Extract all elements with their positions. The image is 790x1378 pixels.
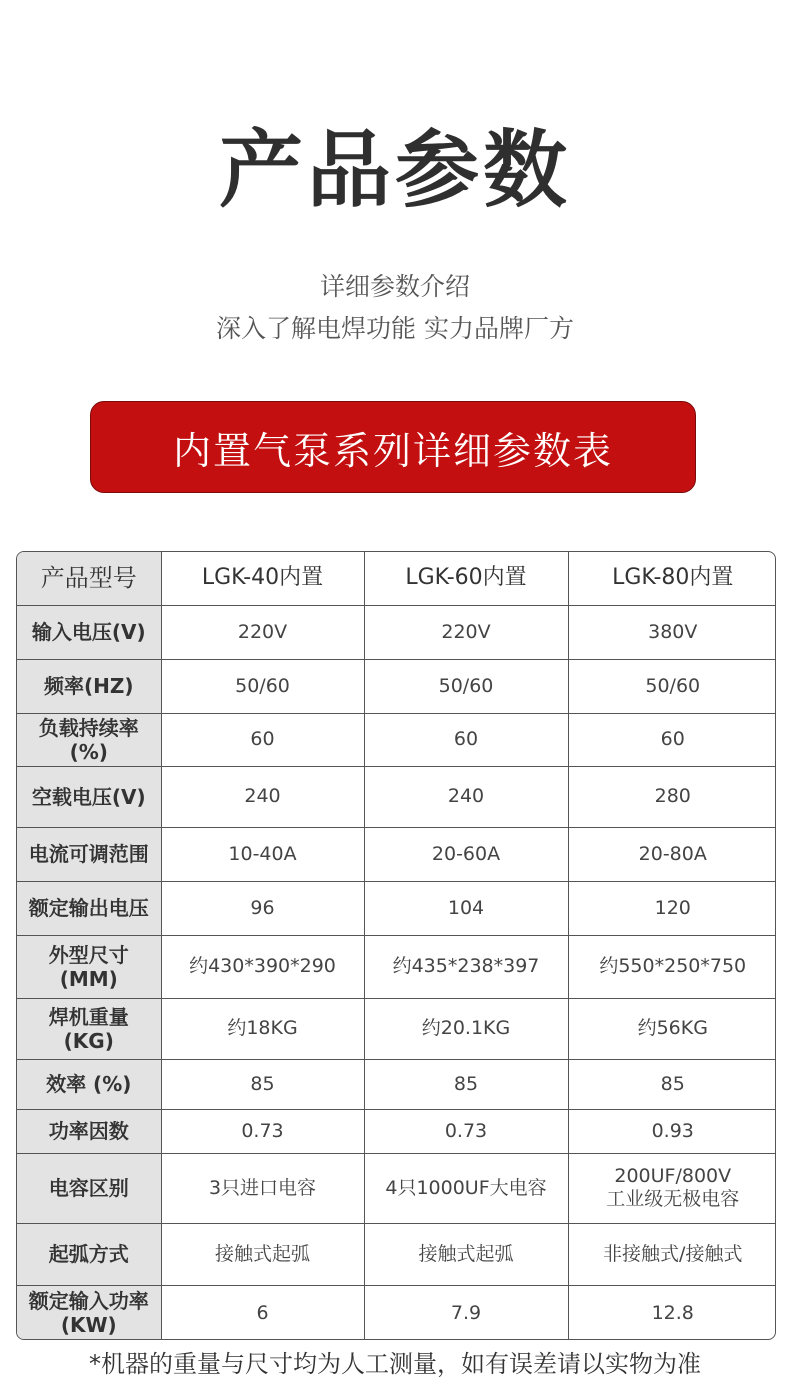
column-header-label: 产品型号 xyxy=(17,552,161,605)
column-header-model: LGK-80内置 xyxy=(568,552,776,605)
row-label: 电流可调范围 xyxy=(17,827,161,881)
table-cell: 60 xyxy=(364,713,568,766)
table-cell: 12.8 xyxy=(568,1285,776,1340)
row-label: 效率 (%) xyxy=(17,1059,161,1109)
table-cell: 50/60 xyxy=(364,659,568,713)
table-cell: 约18KG xyxy=(161,998,364,1059)
table-row xyxy=(17,1285,776,1340)
table-cell: 接触式起弧 xyxy=(161,1223,364,1285)
table-cell: 200UF/800V 工业级无极电容 xyxy=(568,1153,776,1223)
table-cell: 120 xyxy=(568,881,776,935)
table-row xyxy=(17,998,776,1059)
page-title: 产品参数 xyxy=(218,121,571,219)
table-cell: 约550*250*750 xyxy=(568,935,776,998)
footnote: *机器的重量与尺寸均为人工测量，如有误差请以实物为准 xyxy=(89,1350,701,1378)
row-label: 负载持续率(%) xyxy=(17,713,161,766)
table-row xyxy=(17,605,776,659)
table-cell: 85 xyxy=(161,1059,364,1109)
table-row xyxy=(17,1059,776,1109)
row-label: 空载电压(V) xyxy=(17,766,161,827)
series-banner xyxy=(90,401,696,493)
table-cell: 220V xyxy=(364,605,568,659)
row-label: 额定输入功率 (KW) xyxy=(17,1285,161,1340)
table-row xyxy=(17,881,776,935)
table-cell: 50/60 xyxy=(161,659,364,713)
table-cell: 3只进口电容 xyxy=(161,1153,364,1223)
table-cell: 10-40A xyxy=(161,827,364,881)
table-cell: 380V xyxy=(568,605,776,659)
table-row xyxy=(17,659,776,713)
table-row xyxy=(17,1223,776,1285)
table-row xyxy=(17,1153,776,1223)
table-cell: 240 xyxy=(364,766,568,827)
table-cell: 85 xyxy=(364,1059,568,1109)
row-label: 额定输出电压 xyxy=(17,881,161,935)
table-cell: 220V xyxy=(161,605,364,659)
table-cell: 约435*238*397 xyxy=(364,935,568,998)
table-row xyxy=(17,713,776,766)
table-cell: 7.9 xyxy=(364,1285,568,1340)
table-cell: 0.73 xyxy=(364,1109,568,1153)
table-cell: 0.73 xyxy=(161,1109,364,1153)
table-row xyxy=(17,827,776,881)
row-label: 频率(HZ) xyxy=(17,659,161,713)
table-cell: 接触式起弧 xyxy=(364,1223,568,1285)
row-label: 焊机重量 (KG) xyxy=(17,998,161,1059)
table-cell: 85 xyxy=(568,1059,776,1109)
row-label: 起弧方式 xyxy=(17,1223,161,1285)
table-cell: 约20.1KG xyxy=(364,998,568,1059)
subtitle-line-2: 深入了解电焊功能 实力品牌厂方 xyxy=(216,314,574,343)
table-cell: 0.93 xyxy=(568,1109,776,1153)
table-cell: 240 xyxy=(161,766,364,827)
table-cell: 104 xyxy=(364,881,568,935)
row-label: 功率因数 xyxy=(17,1109,161,1153)
table-row xyxy=(17,1109,776,1153)
table-cell: 非接触式/接触式 xyxy=(568,1223,776,1285)
column-header-model: LGK-60内置 xyxy=(364,552,568,605)
table-cell: 280 xyxy=(568,766,776,827)
row-label: 电容区别 xyxy=(17,1153,161,1223)
row-label: 外型尺寸 (MM) xyxy=(17,935,161,998)
subtitle-line-1: 详细参数介绍 xyxy=(319,272,470,301)
table-cell: 6 xyxy=(161,1285,364,1340)
table-header-row xyxy=(17,552,776,605)
table-cell: 4只1000UF大电容 xyxy=(364,1153,568,1223)
table-cell: 20-60A xyxy=(364,827,568,881)
table-cell: 50/60 xyxy=(568,659,776,713)
table-cell: 60 xyxy=(568,713,776,766)
table-cell: 20-80A xyxy=(568,827,776,881)
table-cell: 约56KG xyxy=(568,998,776,1059)
table-cell: 约430*390*290 xyxy=(161,935,364,998)
table-cell: 96 xyxy=(161,881,364,935)
spec-table xyxy=(16,551,776,1340)
row-label: 输入电压(V) xyxy=(17,605,161,659)
column-header-model: LGK-40内置 xyxy=(161,552,364,605)
table-cell: 60 xyxy=(161,713,364,766)
table-row xyxy=(17,766,776,827)
banner-text: 内置气泵系列详细参数表 xyxy=(172,428,613,473)
table-row xyxy=(17,935,776,998)
